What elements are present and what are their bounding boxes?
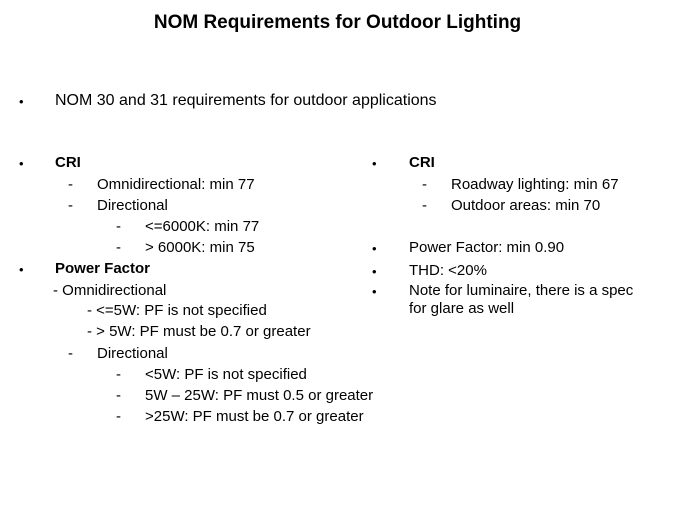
left-cri-dash: - <box>116 239 121 256</box>
left-cri-item: Omnidirectional: min 77 <box>97 176 255 193</box>
right-bullet: • <box>372 241 377 256</box>
left-pf-dir-dash: - <box>116 408 121 425</box>
right-bullet-text: Power Factor: min 0.90 <box>409 239 565 256</box>
slide-title: NOM Requirements for Outdoor Lighting <box>153 12 522 33</box>
left-pf-dir-dash: - <box>116 387 121 404</box>
intro-text: NOM 30 and 31 requirements for outdoor applications <box>55 92 437 109</box>
right-cri-dash: - <box>422 176 427 193</box>
left-pf-bullet: • <box>19 262 24 277</box>
left-cri-item: <=6000K: min 77 <box>145 218 260 235</box>
left-pf-dir-item: >25W: PF must be 0.7 or greater <box>145 408 364 425</box>
left-pf-dir-dash: - <box>68 345 73 362</box>
left-cri-item: > 6000K: min 75 <box>145 239 255 256</box>
right-note-line1: Note for luminaire, there is a spec <box>409 282 634 299</box>
right-cri-item: Roadway lighting: min 67 <box>451 176 619 193</box>
right-cri-dash: - <box>422 197 427 214</box>
left-pf-omni-item: - > 5W: PF must be 0.7 or greater <box>87 323 311 340</box>
right-bullet: • <box>372 264 377 279</box>
left-cri-dash: - <box>68 197 73 214</box>
left-cri-bullet: • <box>19 156 24 171</box>
intro-bullet: • <box>19 94 24 109</box>
left-pf-dir-item: <5W: PF is not specified <box>145 366 307 383</box>
left-cri-dash: - <box>116 218 121 235</box>
right-cri-bullet: • <box>372 156 377 171</box>
left-pf-omni-item: - <=5W: PF is not specified <box>87 302 267 319</box>
right-cri-heading: CRI <box>409 154 435 171</box>
left-pf-dir-label: Directional <box>97 345 168 362</box>
left-pf-dir-dash: - <box>116 366 121 383</box>
left-pf-heading: Power Factor <box>55 260 151 277</box>
left-cri-heading: CRI <box>55 154 81 171</box>
left-pf-omni-label: - Omnidirectional <box>53 282 167 299</box>
right-cri-item: Outdoor areas: min 70 <box>451 197 601 214</box>
left-cri-item: Directional <box>97 197 168 214</box>
right-bullet: • <box>372 284 377 299</box>
right-note-line2: for glare as well <box>409 300 515 317</box>
left-cri-dash: - <box>68 176 73 193</box>
left-pf-dir-item: 5W – 25W: PF must 0.5 or greater <box>145 387 374 404</box>
right-bullet-text: THD: <20% <box>409 262 487 279</box>
